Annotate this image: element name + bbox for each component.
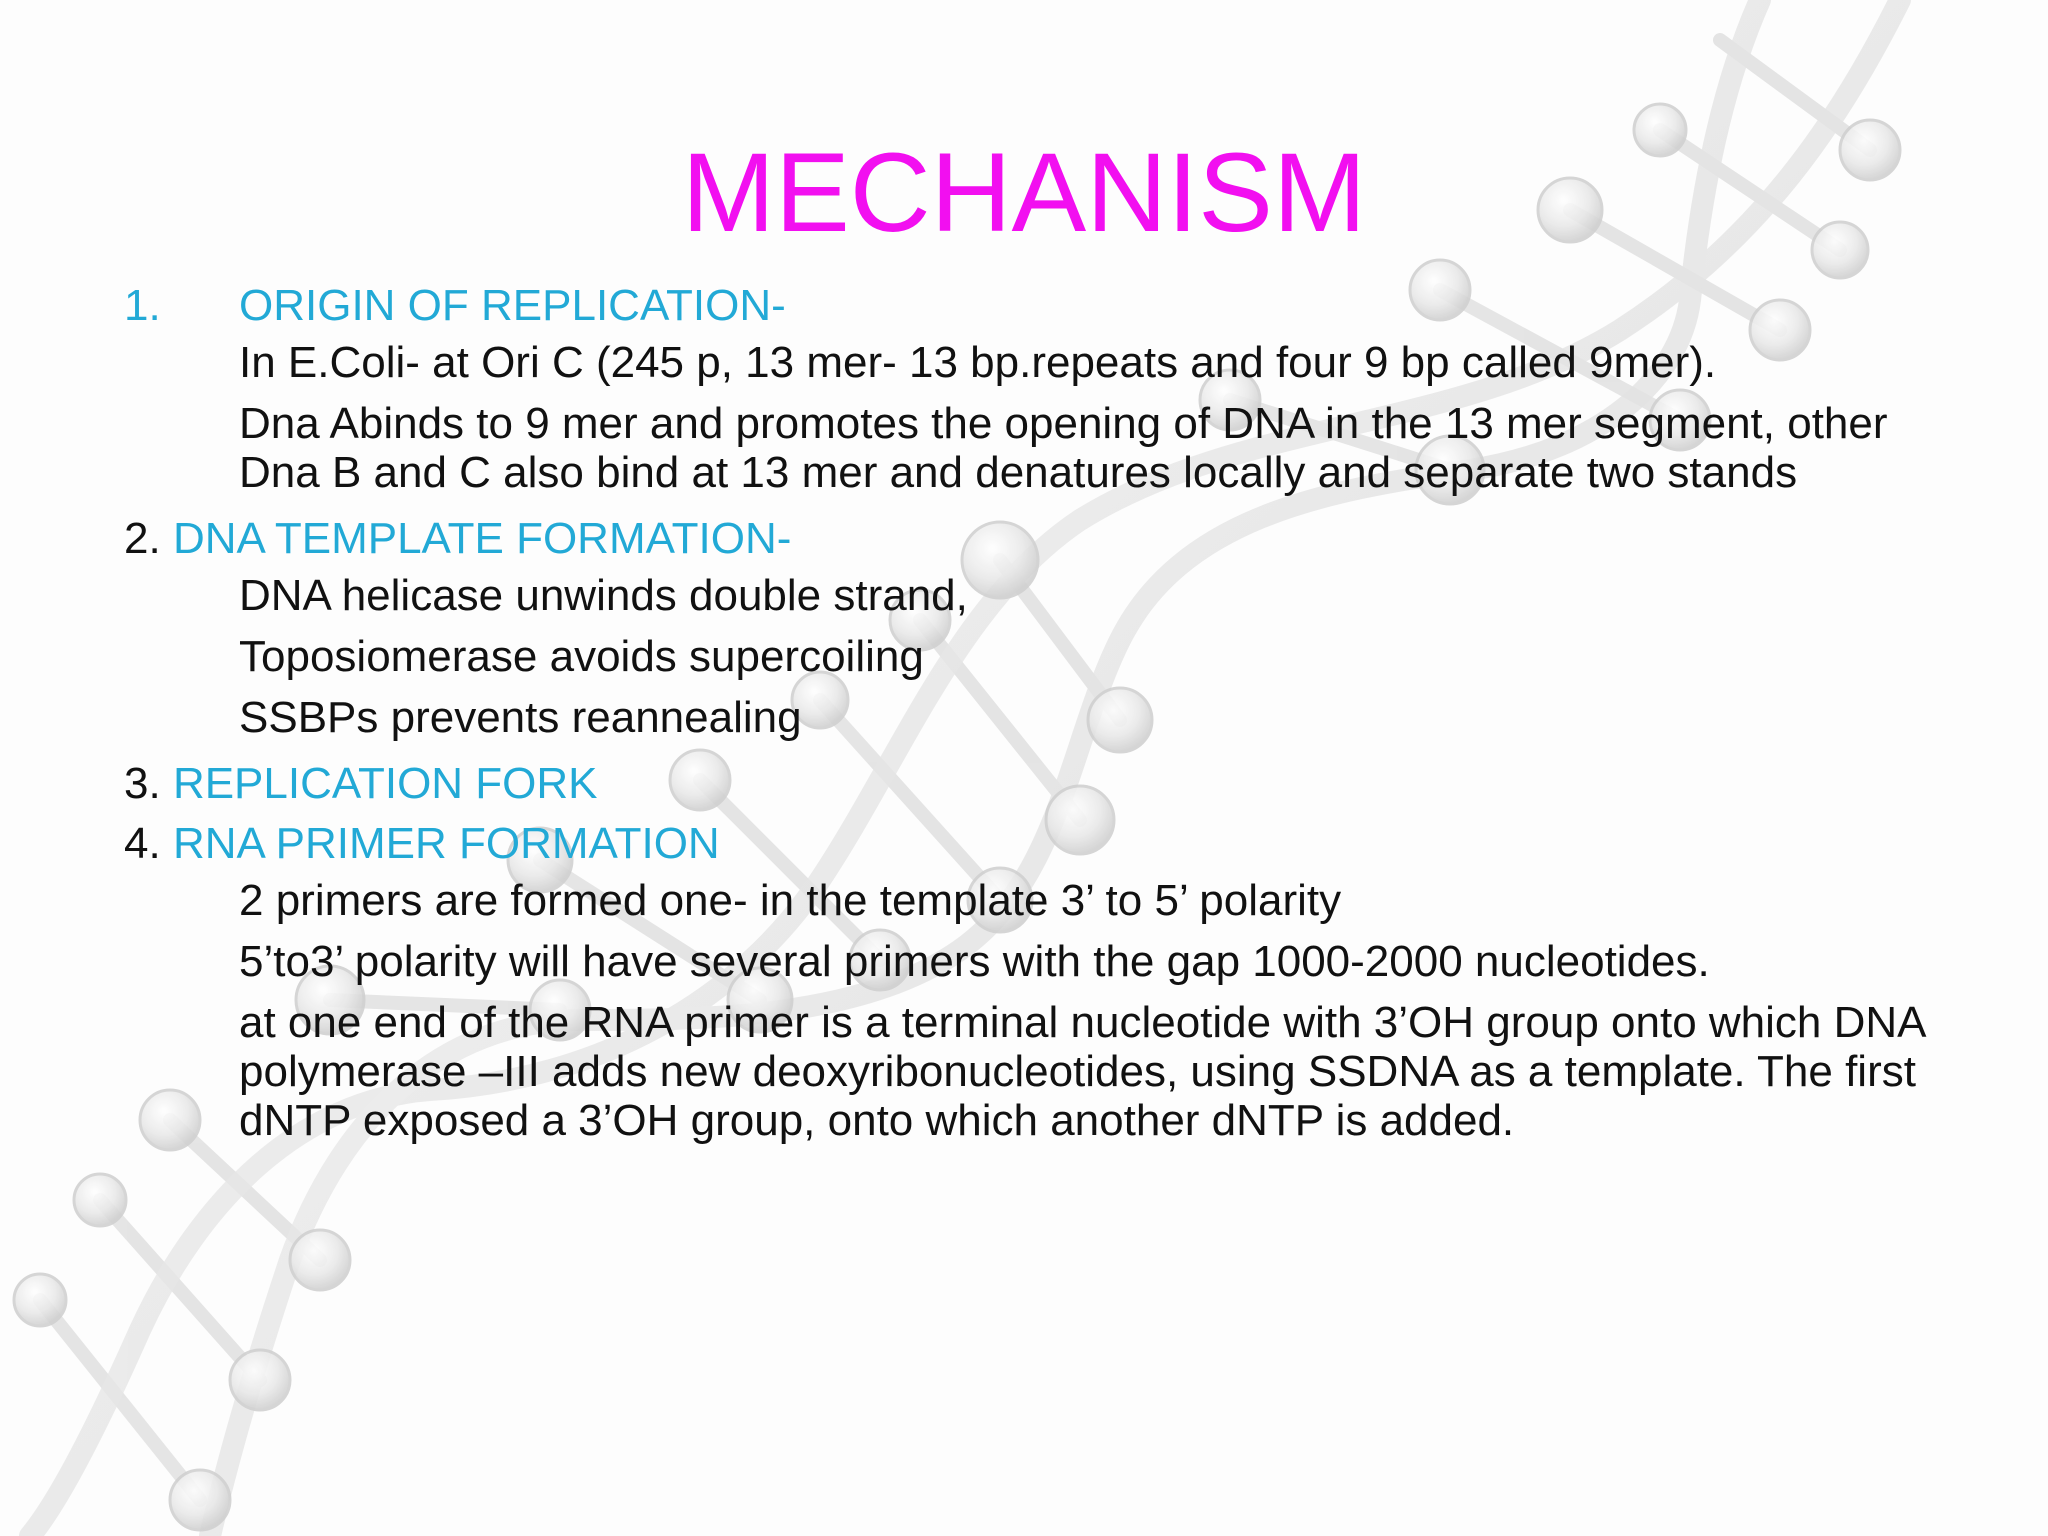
section-4-line-2: 5’to3’ polarity will have several primers with the gap 1000-2000 nucleotides.: [239, 937, 1710, 986]
slide-title: MECHANISM: [681, 130, 1367, 255]
section-1-heading: [124, 276, 1944, 336]
section-2-line-3: SSBPs prevents reannealing: [239, 693, 802, 742]
section-3-heading: [124, 754, 1944, 814]
section-2-line-1: DNA helicase unwinds double strand,: [239, 571, 968, 620]
section-1-line-2: Dna Abinds to 9 mer and promotes the opening of DNA in the 13 mer segment, other Dna B and C also bind at 13 mer and denatures locally and separate two stands: [239, 399, 1888, 497]
section-2-number: 2.: [124, 514, 161, 563]
section-4-line-3: at one end of the RNA primer is a terminal nucleotide with 3’OH group onto which DNA polymerase –III adds new deoxyribonucleotides, using SSDNA as a template. The first dNTP exposed a 3’OH group, onto which another dNTP is added.: [239, 998, 1925, 1145]
section-1-number: 1.: [124, 281, 161, 330]
section-4-number: 4.: [124, 819, 161, 868]
section-4-line-1: 2 primers are formed one- in the template 3’ to 5’ polarity: [239, 876, 1342, 925]
section-1-title: ORIGIN OF REPLICATION-: [239, 281, 786, 330]
section-2-line-2: Toposiomerase avoids supercoiling: [239, 632, 924, 681]
section-3-number: 3.: [124, 759, 161, 808]
section-4-title: RNA PRIMER FORMATION: [172, 819, 720, 868]
mechanism-list: [124, 276, 1944, 1157]
section-1-line-1: In E.Coli- at Ori C (245 p, 13 mer- 13 bp.repeats and four 9 bp called 9mer).: [239, 338, 1717, 387]
section-3-title: REPLICATION FORK: [172, 759, 598, 808]
section-2-heading: [124, 509, 1944, 569]
section-2-title: DNA TEMPLATE FORMATION-: [172, 514, 792, 563]
section-4-heading: [124, 814, 1944, 874]
